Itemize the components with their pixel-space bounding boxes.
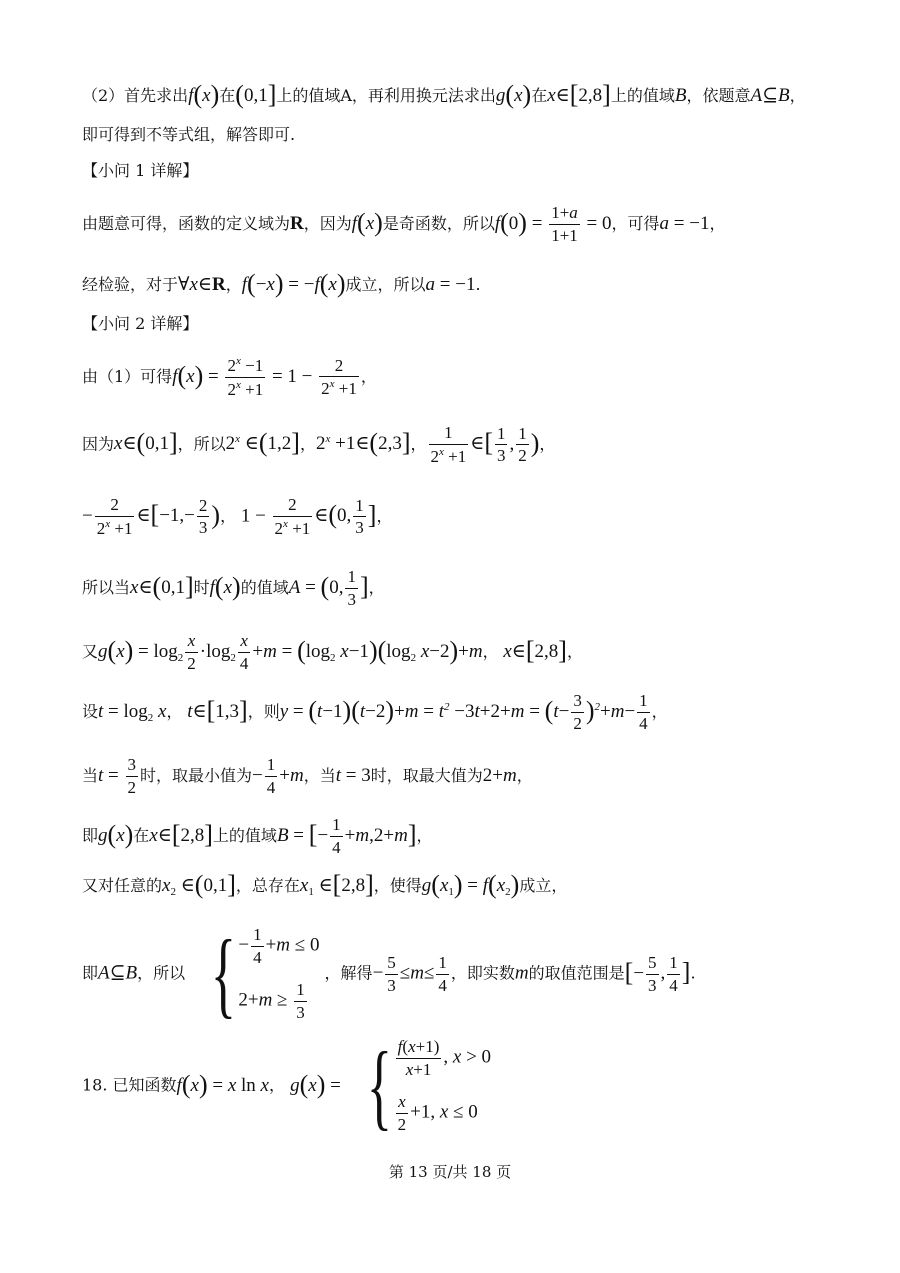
section-heading: 【小问 2 详解】 xyxy=(82,314,199,333)
text: （2）首先求出 xyxy=(82,86,189,105)
text: ， xyxy=(482,641,499,661)
text-line: 即可得到不等式组，解答即可. xyxy=(82,125,296,144)
text: ，依题意 xyxy=(686,86,751,105)
text: 上的值域A，再利用换元法求出 xyxy=(276,86,496,105)
text: 由（1）可得 xyxy=(82,366,173,386)
text: . xyxy=(475,275,481,294)
text-line: 18. 已知函数f(x) = x ln x， g(x) = { $\frac{f(x+1)}{x+1}$ , x > 0 $\frac{x}{2}$ +1, x ≤ 0 xyxy=(82,1032,492,1139)
text: ， xyxy=(166,701,183,721)
text: ， xyxy=(268,1075,285,1095)
text: ， xyxy=(416,825,433,845)
text-line: 设$t = \log_2 x$， t∈[1,3]，则$y = (t-1)(t-2)+m = t^2 -3t+2+m = (t-$ $\frac{3}{2}$ )$^2$+m− $\frac{1}{4}$ ， xyxy=(82,691,668,733)
text: ， xyxy=(709,213,726,233)
text: 在 xyxy=(531,86,548,105)
piecewise-function: { $\frac{f(x+1)}{x+1}$ , x > 0 $\frac{x}{2}$ +1, x ≤ 0 xyxy=(366,1032,492,1139)
text: ， xyxy=(299,434,316,454)
text: ， xyxy=(360,366,377,386)
text-line: 经检验，对于∀x∈R，f(−x) = −f(x)成立，所以a = −1. xyxy=(82,269,481,298)
text: 又对任意的 xyxy=(82,876,163,895)
text: ， xyxy=(220,506,237,526)
text: ， xyxy=(539,434,556,454)
text: ， xyxy=(225,275,242,294)
text: 经检验，对于 xyxy=(82,275,179,294)
fraction: $\frac{1+a}{1+1}$ xyxy=(551,203,578,245)
text-line: 由（1）可得f(x) = $\frac{2^x -1}{2^x +1}$ = 1 − $\frac{2}{2^x +1}$ ， xyxy=(82,355,377,399)
text-line: 又$g(x) = \log_2$ $\frac{x}{2}$ $\cdot\log_2$ $\frac{x}{4}$ $+m = (\log_2$ $x-1)(\log_2$ x−2)+m， x∈[2,8]， xyxy=(82,631,583,673)
text: 即 xyxy=(82,963,99,983)
text: ， xyxy=(410,434,427,454)
text: 即 xyxy=(82,825,99,845)
text: ，则 xyxy=(247,701,280,721)
text: . xyxy=(690,963,696,983)
text-line: 所以当x∈(0,1]时f(x)的值域A = (0, $\frac{1}{3}$ ]， xyxy=(82,567,385,609)
text-line: 即g(x)在x∈[2,8]上的值域B = [− $\frac{1}{4}$ +m,2+m]， xyxy=(82,815,433,857)
text: 所以当 xyxy=(82,577,131,597)
text: 是奇函数，所以 xyxy=(382,213,495,233)
text-line: 当t = $\frac{3}{2}$ 时，取最小值为− $\frac{1}{4}$ +m，当t = 3时，取最大值为2+m， xyxy=(82,755,533,797)
section-heading: 【小问 1 详解】 xyxy=(82,161,199,180)
text: 的值域 xyxy=(240,577,289,597)
text-line: （2）首先求出f(x)在(0,1]上的值域A，再利用换元法求出g(x)在x∈[2,8]上的值域B，依题意A⊆B， xyxy=(82,80,806,109)
text-line: 由题意可得，函数的定义域为R，因为f(x)是奇函数，所以f(0) = $\frac{1+a}{1+1}$ = 0，可得a = −1， xyxy=(82,203,726,245)
text: ， xyxy=(376,506,393,526)
text: 的取值范围是 xyxy=(528,963,625,983)
text: 时 xyxy=(193,577,210,597)
text: 在 xyxy=(219,86,236,105)
text: 在 xyxy=(133,825,150,845)
text: 时，取最小值为 xyxy=(140,765,253,785)
text: 上的值域 xyxy=(212,825,277,845)
text: 成立， xyxy=(519,876,568,895)
text: 当 xyxy=(82,765,99,785)
text: 18. 已知函数 xyxy=(82,1075,177,1095)
text: ，因为 xyxy=(303,213,352,233)
text: R xyxy=(290,212,304,234)
text: ，总存在 xyxy=(235,876,300,895)
text: 设 xyxy=(82,701,99,721)
text: 因为 xyxy=(82,434,115,454)
text: ，可得 xyxy=(611,213,660,233)
inequality-system: { − $\frac{1}{4}$ +m ≤ 0 2+m ≥ $\frac{1}{3}$ xyxy=(211,920,320,1027)
text: ，当 xyxy=(303,765,336,785)
text-line: 即A⊆B，所以 { − $\frac{1}{4}$ +m ≤ 0 2+m ≥ $\frac{1}{3}$ ，解得− $\frac{5}{3}$ ≤m≤ $\frac{1}{4}$ ，即实数m的取值范围是[− $\frac{5}{3}$ , $\frac{1}{4}$ ]. xyxy=(82,920,696,1027)
text: ，所以 xyxy=(177,434,226,454)
page-footer: 第 13 页/共 18 页 xyxy=(388,1163,512,1181)
text: ， xyxy=(516,765,533,785)
text: ，解得 xyxy=(324,963,373,983)
text: ， xyxy=(789,86,806,105)
text: 上的值域 xyxy=(610,86,675,105)
text-line: 因为x∈(0,1]，所以2$^x$ ∈(1,2]，$2^x$ +1∈(2,3]， $\frac{1}{2^x +1}$ ∈[ $\frac{1}{3}$ , $\frac{1}{2}$ )， xyxy=(82,423,556,466)
text-line: − $\frac{2}{2^x +1}$ ∈[−1,− $\frac{2}{3}$ )， 1 − $\frac{2}{2^x +1}$ ∈(0, $\frac{1}{3}$ ]， xyxy=(82,495,393,538)
text: ，所以 xyxy=(137,963,186,983)
text: ， xyxy=(368,577,385,597)
text: ， xyxy=(566,641,583,661)
text: ，即实数 xyxy=(450,963,515,983)
text: 成立，所以 xyxy=(345,275,426,294)
text: 时，取最大值为 xyxy=(370,765,483,785)
text: ，使得 xyxy=(373,876,422,895)
text: ， xyxy=(651,701,668,721)
text-line: 又对任意的$x_2$ ∈(0,1]，总存在$x_1$ ∈[2,8]，使得$g(x_1) = f(x_2)$成立， xyxy=(82,870,568,899)
text: 又 xyxy=(82,641,99,661)
text: 由题意可得，函数的定义域为 xyxy=(82,213,291,233)
